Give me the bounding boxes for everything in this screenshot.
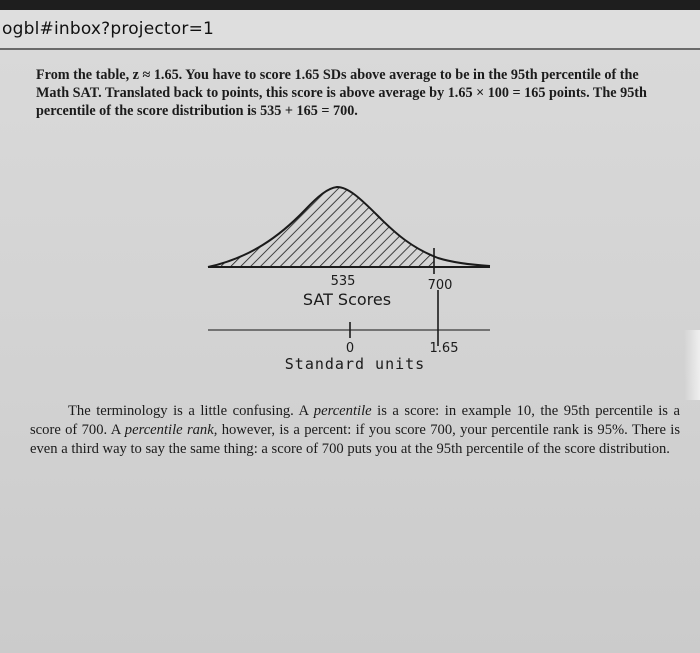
sat-axis-label: SAT Scores (302, 290, 392, 309)
screen-glare (684, 330, 700, 400)
normal-curve-figure (190, 168, 510, 383)
sat-tick-700: 700 (427, 278, 453, 293)
paragraph-bottom (30, 402, 680, 459)
paragraph-bottom-part1: The terminology is a little confusing. A (68, 403, 314, 419)
standard-tick-0: 0 (345, 341, 355, 356)
term-percentile-rank: percentile rank, (124, 422, 218, 438)
address-bar[interactable] (0, 10, 700, 50)
sat-tick-535: 535 (330, 274, 356, 289)
standard-axis-label: Standard units (284, 355, 426, 373)
paragraph-bottom-part3: however, is a percent: if you score 700, your percentile rank is 95%. There is even a third way to say the same thing: a score of 700 puts you at the 95th percentile of the score distribution. (30, 422, 681, 457)
standard-tick-1-65: 1.65 (429, 341, 459, 356)
normal-curve-svg (190, 168, 510, 383)
top-bezel (0, 0, 700, 10)
term-percentile: percentile (313, 403, 372, 419)
address-bar-url[interactable]: ogbl#inbox?projector=1 (2, 19, 215, 39)
paragraph-top: From the table, z ≈ 1.65. You have to score 1.65 SDs above average to be in the 95th percentile of the Math SAT. Translated back to points, this score is above average by 1.65 × 100 = 165 points. The 95th percentile of the score distribution is 535 + 165 = 700. (36, 67, 647, 119)
paragraph-bottom-part2: is a score: in example 10, the 95th percentile is a score of 700. A (30, 403, 680, 438)
